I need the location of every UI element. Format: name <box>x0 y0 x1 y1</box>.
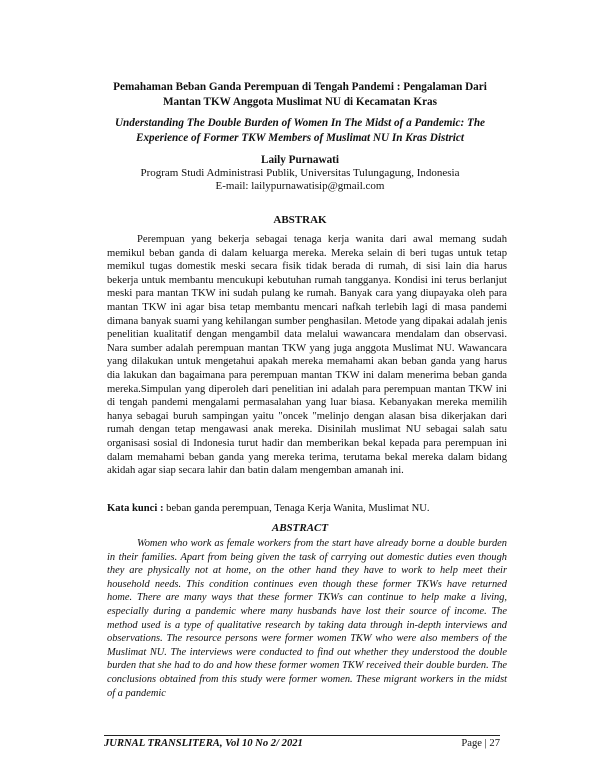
paper-subtitle-english: Understanding The Double Burden of Women In The Midst of a Pandemic: The Experience of Former TKW Members of Muslimat NU In Kras District <box>114 117 486 144</box>
keywords-label: Kata kunci : <box>107 503 164 514</box>
keywords-text: beban ganda perempuan, Tenaga Kerja Wanita, Muslimat NU. <box>163 503 430 514</box>
author-name: Laily Purnawati <box>260 154 339 166</box>
author-affiliation-block <box>0 167 600 193</box>
footer-journal: JURNAL TRANSLITERA, Vol 10 No 2/ 2021 <box>104 738 303 749</box>
keywords-line <box>107 502 507 515</box>
paper-title: Pemahaman Beban Ganda Perempuan di Tengah Pandemi : Pengalaman Dari Mantan TKW Anggota Muslimat NU di Kecamatan Kras <box>113 81 487 108</box>
footer-divider <box>104 735 500 736</box>
abstrak-heading: ABSTRAK <box>273 214 327 226</box>
abstract-body: Women who work as female workers from the start have already borne a double burden in their families. Apart from being given the task of carrying out domestic duties even though they are physically not at home, on the other hand they have to work to help meet their household needs. This condition continues even though these former TKWs have returned home. There are many ways that these former TKWs can continue to help make a living, especially during a pandemic where many husbands have lost their source of income. The method used is a type of qualitative research by taking data through in-depth interviews and observations. The resource persons were former women TKW who were also members of the Muslimat NU. The interviews were conducted to find out whether they understood the double burden that she had to do and how these former women TKW received their double burden. The conclusions obtained from this study were former women. These migrant workers in the midst of a pandemic <box>107 538 507 699</box>
abstract-heading: ABSTRACT <box>271 522 329 534</box>
footer-page-number: Page | 27 <box>461 738 500 749</box>
author-email: E-mail: lailypurnawatisip@gmail.com <box>215 180 385 192</box>
abstrak-body: Perempuan yang bekerja sebagai tenaga kerja wanita dari awal memang sudah memikul beban ganda di dalam keluarga mereka. Mereka selain di beri tugas untuk tetap memikul tugas domestik meski secara fisik tidak berada di rumah, di sisi lain dia harus bekerja untuk membantu mencukupi kebutuhan rumah tangganya. Kondisi ini terus berlanjut meski para mantan TKW ini sudah pulang ke rumah. Banyak cara yang diupayaka oleh para mantan TKW ini agar bisa tetap membantu mencari nafkah terlebih lagi di masa pandemi dimana banyak suami yang kehilangan sumber penghasilan. Metode yang dipakai adalah jenis penelitian kualitatif dengan mengambil data melalui wawancara mendalam dan observasi. Nara sumber adalah perempuan mantan TKW yang juga anggota Muslimat NU. Wawancara yang dilakukan untuk mengetahui apakah mereka memahami akan beban ganda yang harus dia lakukan dan bagaimana para perempuan mantan TKW ini dalam menerima beban ganda mereka.Simpulan yang diperoleh dari penelitian ini adalah para perempuan mantan TKW ini di tengah pandemi mengalami permasalahan yang luar biasa. Kebanyakan mereka memilih hanya sebagai buruh sampingan yaitu "oncek "melinjo dengan alasan bisa dikerjakan dari rumah dengan tetap mengawasi anak mereka. Disinilah muslimat NU sebagai salah satu organisasi sosial di Indonesia turut hadir dan memberikan bekal kepada para perempuan ini dalam memahami beban ganda yang mereka terima, terutama bekal mereka dalam bidang akidah agar siap secara lahir dan batin dalam mengemban amanah ini. <box>107 234 507 477</box>
author-affiliation: Program Studi Administrasi Publik, Universitas Tulungagung, Indonesia <box>140 167 460 179</box>
